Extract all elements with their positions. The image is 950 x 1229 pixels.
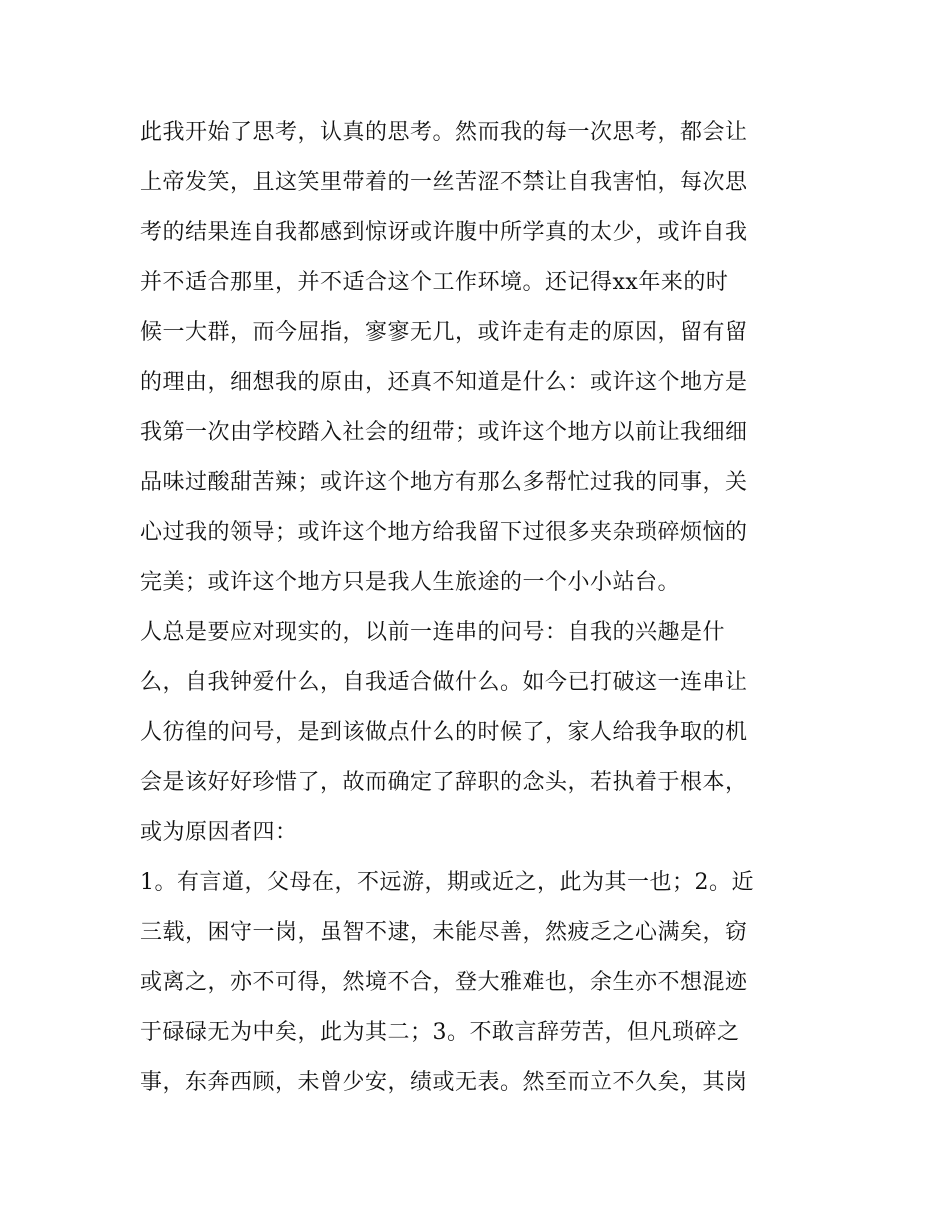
text-line: 我第一次由学校踏入社会的纽带；或许这个地方以前让我细细 <box>140 420 748 445</box>
text-line: 于碌碌无为中矣，此为其二；3。不敢言辞劳苦，但凡琐碎之 <box>140 1020 740 1045</box>
text-line: 上帝发笑，且这笑里带着的一丝苦涩不禁让自我害怕，每次思 <box>140 170 748 195</box>
text-line: 此我开始了思考，认真的思考。然而我的每一次思考，都会让 <box>140 120 748 145</box>
text-line: 或为原因者四： <box>140 820 298 845</box>
text-line: 人彷徨的问号，是到该做点什么的时候了，家人给我争取的机 <box>140 720 748 745</box>
text-line: 事，东奔西顾，未曾少安，绩或无表。然至而立不久矣，其岗 <box>140 1070 748 1095</box>
text-line: 么，自我钟爱什么，自我适合做什么。如今已打破这一连串让 <box>140 670 748 695</box>
body-text <box>140 108 820 1108</box>
text-line: 考的结果连自我都感到惊讶或许腹中所学真的太少，或许自我 <box>140 220 748 245</box>
text-line: 的理由，细想我的原由，还真不知道是什么：或许这个地方是 <box>140 370 748 395</box>
text-line: 候一大群，而今屈指，寥寥无几，或许走有走的原因，留有留 <box>140 320 748 345</box>
text-line: 或离之，亦不可得，然境不合，登大雅难也，余生亦不想混迹 <box>140 970 748 995</box>
text-line: 心过我的领导；或许这个地方给我留下过很多夹杂琐碎烦恼的 <box>140 520 748 545</box>
text-line: 品味过酸甜苦辣；或许这个地方有那么多帮忙过我的同事，关 <box>140 470 748 495</box>
text-line: 人总是要应对现实的，以前一连串的问号：自我的兴趣是什 <box>140 620 726 645</box>
text-line: 会是该好好珍惜了，故而确定了辞职的念头，若执着于根本， <box>140 770 748 795</box>
text-line: 并不适合那里，并不适合这个工作环境。还记得xx年来的时 <box>140 270 729 295</box>
text-line: 完美；或许这个地方只是我人生旅途的一个小小站台。 <box>140 570 681 595</box>
text-line: 1。有言道，父母在，不远游，期或近之，此为其一也；2。近 <box>140 870 754 895</box>
text-line: 三载，困守一岗，虽智不逮，未能尽善，然疲乏之心满矣，窃 <box>140 920 748 945</box>
